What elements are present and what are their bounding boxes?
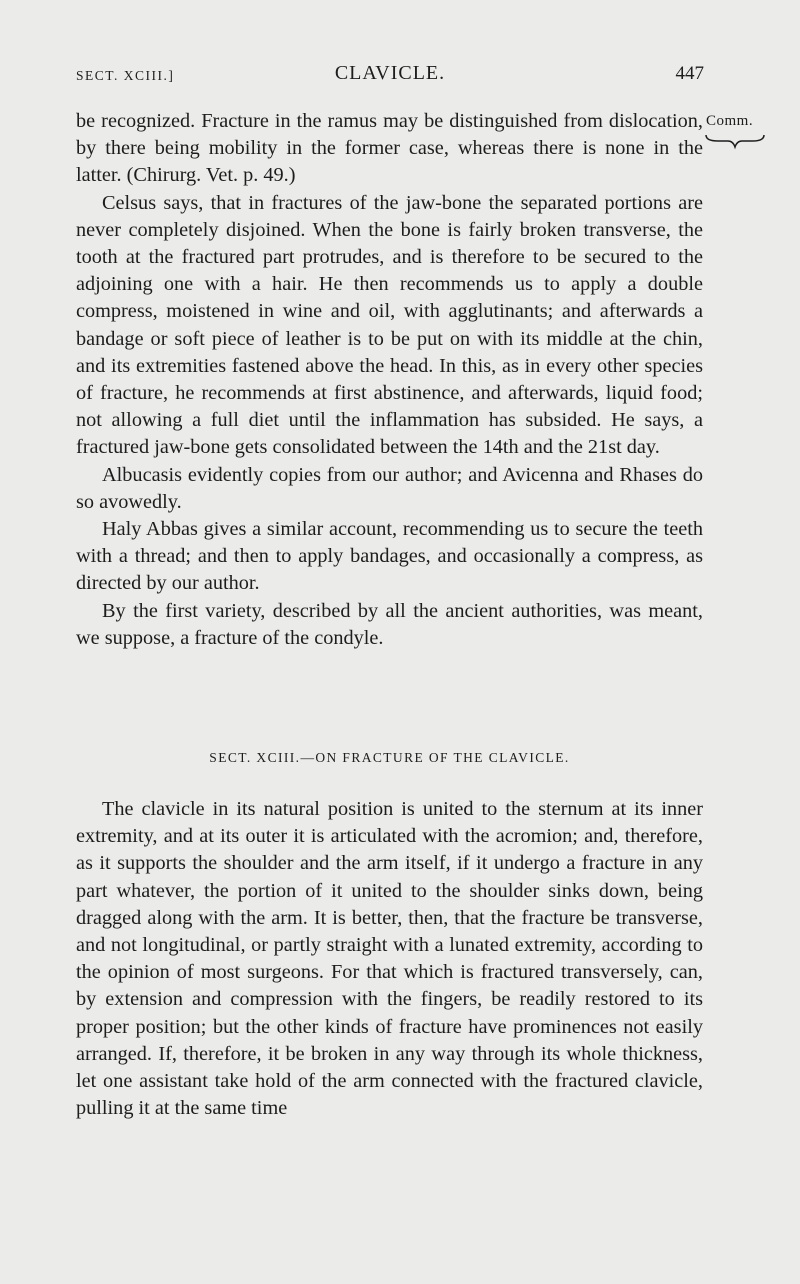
paragraph: By the first variety, described by all the ancient authorities, was meant, we suppose, a fracture of the condyle. (76, 599, 703, 649)
running-head-title: CLAVICLE. (334, 62, 446, 84)
page-number: 447 (675, 63, 704, 84)
margin-note-label: Comm. (706, 113, 754, 129)
paragraph: Albucasis evidently copies from our author; and Avicenna and Rhases do so avowedly. (76, 463, 703, 513)
paragraph: The clavicle in its natural position is united to the sternum at its inner extremity, and at its outer it is articulated with the acromion; and, therefore, as it supports the shoulder and the arm itself, if it undergo a fracture in any part whatever, the portion of it united to the shoulder sinks down, being dragged along with the arm. It is better, then, that the fracture be transverse, and not longitudinal, or partly straight with a lunated extremity, according to the opinion of most surgeons. For that which is fractured transversely, can, by extension and compression with the fingers, be readily restored to its proper position; but the other kinds of fracture have prominences not easily arranged. If, therefore, it be broken in any way through its whole thickness, let one assistant take hold of the arm connected with the fractured clavicle, pulling it at the same time (76, 798, 703, 1120)
paragraph: Celsus says, that in fractures of the jaw-bone the separated portions are never completely disjoined. When the bone is fairly broken transverse, the tooth at the fractured part protrudes, and is therefore to be secured to the adjoining one with a hair. He then recommends us to apply a double compress, moistened in wine and oil, with agglutinants; and afterwards a bandage or soft piece of leather is to be put on with its middle at the chin, and its extremities fastened above the head. In this, as in every other species of fracture, he recommends at first abstinence, and afterwards, liquid food; not allowing a full diet until the inflammation has subsided. He says, a fractured jaw-bone gets consolidated between the 14th and the 21st day. (76, 191, 703, 459)
running-head (76, 62, 704, 90)
margin-note (706, 113, 776, 150)
section-heading: SECT. XCIII.—ON FRACTURE OF THE CLAVICLE. (209, 750, 570, 765)
section-text (76, 796, 703, 1122)
running-head-section: SECT. XCIII.] (76, 68, 175, 83)
paragraph: Haly Abbas gives a similar account, recommending us to secure the teeth with a thread; and then to apply bandages, and occasionally a compress, as directed by our author. (76, 518, 703, 595)
paragraph: be recognized. Fracture in the ramus may be distinguished from dislocation, by there being mobility in the former case, whereas there is none in the latter. (Chirurg. Vet. p. 49.) (76, 110, 703, 187)
margin-brace-icon (704, 132, 766, 150)
commentary-text (76, 108, 703, 652)
